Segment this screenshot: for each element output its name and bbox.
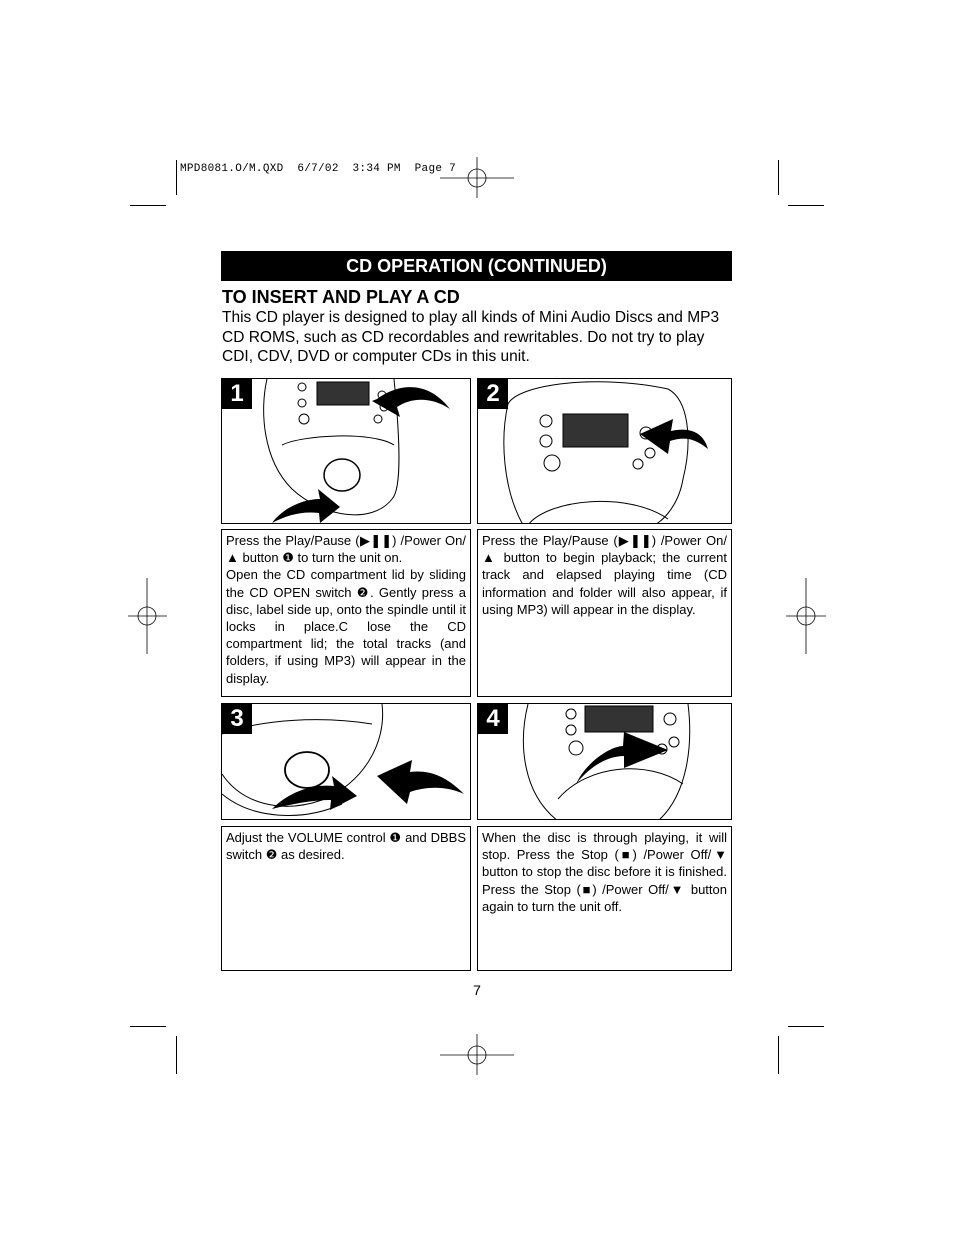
step-paragraph: Press the Play/Pause (▶❚❚) /Power On/▲ button ❶ to turn the unit on.	[226, 533, 466, 566]
cd-player-volume-side-illustration	[222, 704, 471, 820]
step-1-illustration	[221, 378, 471, 524]
step-number: 3	[222, 704, 252, 734]
subsection-heading: TO INSERT AND PLAY A CD	[222, 287, 460, 307]
cd-player-stop-button-illustration	[478, 704, 732, 820]
page-number: 7	[473, 982, 481, 998]
step-paragraph: Open the CD compartment lid by sliding the CD OPEN switch ❷. Gently press a disc, label side up, onto the spindle until it locks in place.C lose the CD compartment lid; the total tracks (and folders, if using MP3) will appear in the display.	[226, 567, 466, 686]
step-paragraph: When the disc is through playing, it will stop. Press the Stop (■) /Power Off/▼ button to stop the disc before it is finished. Press the Stop (■) /Power Off/▼ button again to turn the unit off.	[482, 830, 727, 914]
step-number: 1	[222, 379, 252, 409]
step-paragraph: Adjust the VOLUME control ❶ and DBBS switch ❷ as desired.	[226, 830, 466, 863]
step-3-illustration	[221, 703, 471, 820]
step-number: 4	[478, 704, 508, 734]
section-title: CD OPERATION (CONTINUED)	[221, 251, 732, 281]
step-2-illustration	[477, 378, 732, 524]
step-3-instructions	[221, 826, 471, 971]
step-number: 2	[478, 379, 508, 409]
step-1-instructions	[221, 529, 471, 697]
step-paragraph: Press the Play/Pause (▶❚❚) /Power On/▲ button to begin playback; the current track and elapsed playing time (CD information and folder will also appear, if using MP3) will appear in the display.	[482, 533, 727, 617]
cd-player-display-view-illustration	[478, 379, 732, 524]
print-slug: MPD8081.O/M.QXD 6/7/02 3:34 PM Page 7	[180, 163, 457, 175]
step-4-instructions	[477, 826, 732, 971]
cd-player-top-view-illustration	[222, 379, 471, 524]
intro-paragraph: This CD player is designed to play all kinds of Mini Audio Discs and MP3 CD ROMS, such as CD recordables and rewritables. Do not try to play CDI, CDV, DVD or computer CDs in this unit.	[222, 309, 720, 365]
step-2-instructions	[477, 529, 732, 697]
step-4-illustration	[477, 703, 732, 820]
